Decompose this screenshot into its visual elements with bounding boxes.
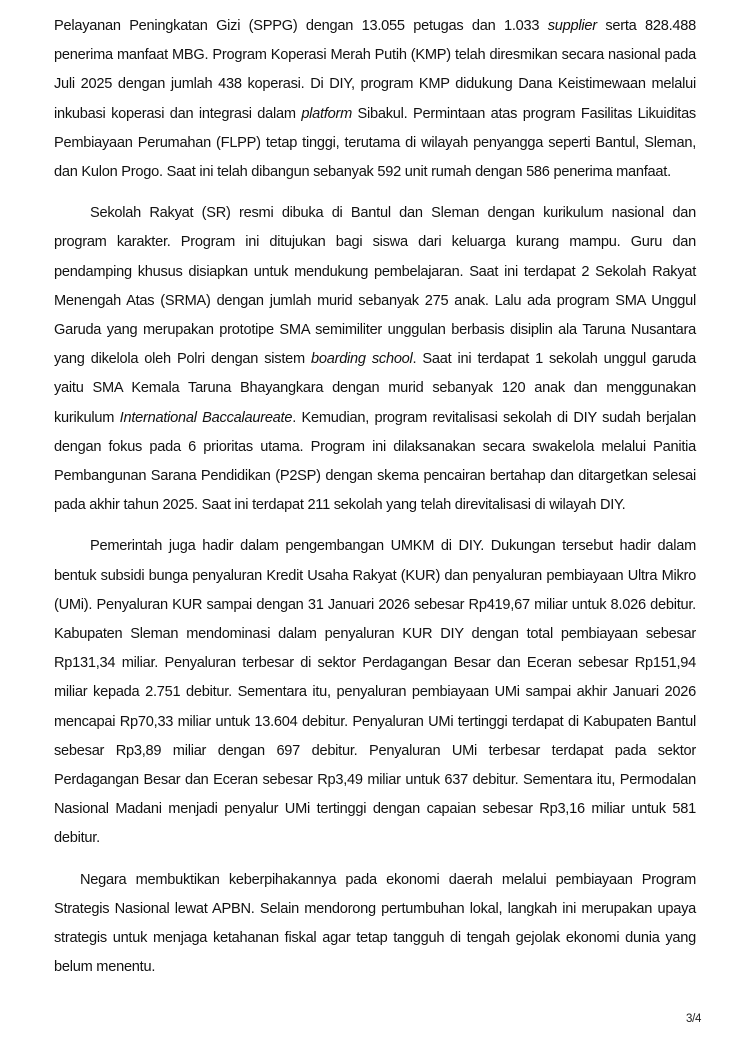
text-segment: Sekolah Rakyat (SR) resmi dibuka di Bantul dan Sleman dengan kurikulum nasional dan program karakter. Program ini ditujukan bagi siswa dari keluarga kurang mampu. Guru dan pendamping khusus disiapkan untuk mendukung pembelajaran. Saat ini terdapat 2 Sekolah Rakyat Menengah Atas (SRMA) dengan jumlah murid sebanyak 275 anak. Lalu ada program SMA Unggul Garuda yang merupakan prototipe SMA semimiliter unggulan berbasis disiplin ala Taruna Nusantara yang dikelola oleh Polri dengan sistem bbox=[54, 205, 696, 368]
text-segment: Sibakul. Permintaan atas program Fasilitas Likuiditas Pembiayaan Perumahan (FLPP) tetap tinggi, terutama di wilayah penyangga seperti Bantul, Sleman, dan Kulon Progo. Saat ini telah dibangun sebanyak 592 unit rumah dengan 586 penerima manfaat. bbox=[54, 105, 696, 181]
text-segment: Pelayanan Peningkatan Gizi (SPPG) dengan 13.055 petugas dan 1.033 bbox=[54, 18, 548, 34]
page-number: 3/4 bbox=[686, 1013, 702, 1025]
paragraph-conclusion-apbn bbox=[54, 866, 696, 983]
paragraph-umkm-kur-umi bbox=[54, 532, 696, 853]
paragraph-sppg-kmp-flpp bbox=[54, 12, 696, 187]
text-segment: . Saat ini terdapat 1 sekolah unggul garuda yaitu SMA Kemala Taruna Bhayangkara dengan murid sebanyak 120 anak dan menggunakan kurikulum bbox=[54, 351, 696, 426]
text-segment: Pemerintah juga hadir dalam pengembangan UMKM di DIY. Dukungan tersebut hadir dalam bentuk subsidi bunga penyaluran Kredit Usaha Rakyat (KUR) dan penyaluran pembiayaan Ultra Mikro (UMi). Penyaluran KUR sampai dengan 31 Januari 2026 sebesar Rp419,67 miliar untuk 8.026 debitur. Kabupaten Sleman mendominasi dalam penyaluran KUR DIY dengan total pembiayaan sebesar Rp131,34 miliar. Penyaluran terbesar di sektor Perdagangan Besar dan Eceran sebesar Rp151,94 miliar kepada 2.751 debitur. Sementara itu, penyaluran pembiayaan UMi sampai akhir Januari 2026 mencapai Rp70,33 miliar untuk 13.604 debitur. Penyaluran UMi tertinggi terdapat di Kabupaten Bantul sebesar Rp3,89 miliar dengan 697 debitur. Penyaluran UMi terbesar terdapat pada sektor Perdagangan Besar dan Eceran sebesar Rp3,49 miliar untuk 637 debitur. Sementara itu, Permodalan Nasional Madani menjadi penyalur UMi tertinggi dengan capaian sebesar Rp3,16 miliar untuk 581 debitur. bbox=[54, 538, 696, 847]
italic-term: platform bbox=[301, 105, 353, 122]
document-page bbox=[54, 12, 696, 983]
text-segment: Negara membuktikan keberpihakannya pada ekonomi daerah melalui pembiayaan Program Strategis Nasional lewat APBN. Selain mendorong pertumbuhan lokal, langkah ini merupakan upaya strategis untuk menjaga ketahanan fiskal agar tetap tangguh di tengah gejolak ekonomi dunia yang belum menentu. bbox=[54, 871, 696, 976]
italic-term: supplier bbox=[547, 18, 597, 34]
paragraph-sekolah-rakyat bbox=[54, 199, 696, 520]
text-segment: . Kemudian, program revitalisasi sekolah di DIY sudah berjalan dengan fokus pada 6 prioritas utama. Program ini dilaksanakan secara swakelola melalui Panitia Pembangunan Sarana Pendidikan (P2SP) dengan skema pencairan bertahap dan ditargetkan selesai pada akhir tahun 2025. Saat ini terdapat 211 sekolah yang telah direvitalisasi di wilayah DIY. bbox=[54, 409, 697, 514]
italic-term: boarding school bbox=[310, 351, 413, 368]
italic-term: International Baccalaureate bbox=[119, 409, 293, 426]
text-segment: serta 828.488 penerima manfaat MBG. Program Koperasi Merah Putih (KMP) telah diresmikan secara nasional pada Juli 2025 dengan jumlah 438 koperasi. Di DIY, program KMP didukung Dana Keistimewaan melalui inkubasi koperasi dan integrasi dalam bbox=[54, 18, 696, 122]
